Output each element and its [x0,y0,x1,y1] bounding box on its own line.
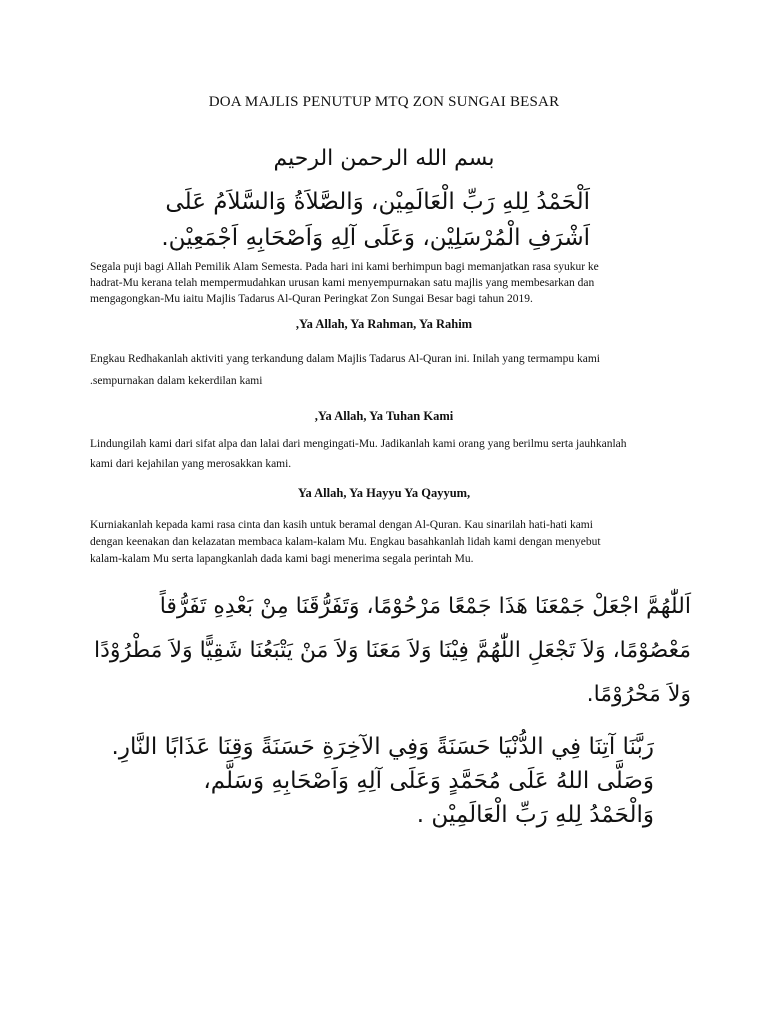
opening-arabic [70,184,590,256]
arabic-line: اَللّٰهُمَّ اجْعَلْ جَمْعَنَا هَذَا جَمْعًا مَرْحُوْمًا، وَتَفَرُّقَنَا مِنْ بَعْدِهِ تَفَرُّقاً [159,594,691,619]
arabic-line: وَلاَ مَحْرُوْمًا. [586,682,691,707]
section-paragraph [90,517,690,568]
paragraph-line: Lindungilah kami dari sifat alpa dan lalai dari mengingati-Mu. Jadikanlah kami orang yang berilmu serta jauhkanlah [90,438,627,450]
paragraph-line: kalam-kalam Mu serta lapangkanlah dada kami bagi menerima segala perintah Mu. [90,553,474,565]
paragraph-line: dengan keenakan dan kelazatan membaca kalam-kalam Mu. Engkau basahkanlah lidah kami dengan menyebut [90,536,601,548]
paragraph-line: Kurniakanlah kepada kami rasa cinta dan kasih untuk beramal dengan Al-Quran. Kau sinarilah hati-hati kami [90,519,593,531]
section-heading: ,Ya Allah, Ya Tuhan Kami [314,409,454,423]
section-paragraph [90,348,690,392]
intro-paragraph [90,259,690,307]
section-heading: Ya Allah, Ya Hayyu Ya Qayyum, [297,486,471,500]
arabic-line: رَبَّنَا آتِنَا فِي الدُّنْيَا حَسَنَةً وَفِي الآخِرَةِ حَسَنَةً وَقِنَا عَذَابًا النَّارِ. [111,734,654,760]
opening-arabic-line: اَلْحَمْدُ لِلهِ رَبِّ الْعَالَمِيْن، وَالصَّلاَةُ وَالسَّلاَمُ عَلَى [165,189,590,215]
document-title: DOA MAJLIS PENUTUP MTQ ZON SUNGAI BESAR [208,94,560,110]
arabic-line: وَالْحَمْدُ لِلهِ رَبِّ الْعَالَمِيْن . [416,802,654,828]
paragraph-line: Engkau Redhakanlah aktiviti yang terkandung dalam Majlis Tadarus Al-Quran ini. Inilah yang termampu kami [90,353,600,365]
arabic-line: مَعْصُوْمًا، وَلاَ تَجْعَلِ اللّٰهُمَّ فِيْنَا وَلاَ مَعَنَا وَلاَ مَنْ يَتْبَعُنَا شَقِيًّا وَلاَ مَطْرُوْدًا [93,638,691,663]
paragraph-line: Segala puji bagi Allah Pemilik Alam Semesta. Pada hari ini kami berhimpun bagi memanjatkan rasa syukur ke [90,261,599,273]
paragraph-line: .sempurnakan dalam kekerdilan kami [90,375,263,387]
section-heading: ,Ya Allah, Ya Rahman, Ya Rahim [295,317,473,331]
section-paragraph [90,434,690,474]
paragraph-line: hadrat-Mu kerana telah mempermudahkan urusan kami menyempurnakan satu majlis yang membesarkan dan [90,277,595,289]
paragraph-line: mengagongkan-Mu iaitu Majlis Tadarus Al-Quran Peringkat Zon Sungai Besar bagi tahun 2019. [90,293,533,305]
closing-arabic-doa [71,585,691,717]
paragraph-line: kami dari kejahilan yang merosakkan kami. [90,458,292,470]
closing-arabic-salawat [54,730,654,832]
opening-arabic-line: اَشْرَفِ الْمُرْسَلِيْن، وَعَلَى آلِهِ وَاَصْحَابِهِ اَجْمَعِيْن. [161,225,590,251]
arabic-line: وَصَلَّى اللهُ عَلَى مُحَمَّدٍ وَعَلَى آلِهِ وَاَصْحَابِهِ وَسَلَّم، [203,768,654,794]
basmala: بسم الله الرحمن الرحيم [273,146,495,171]
